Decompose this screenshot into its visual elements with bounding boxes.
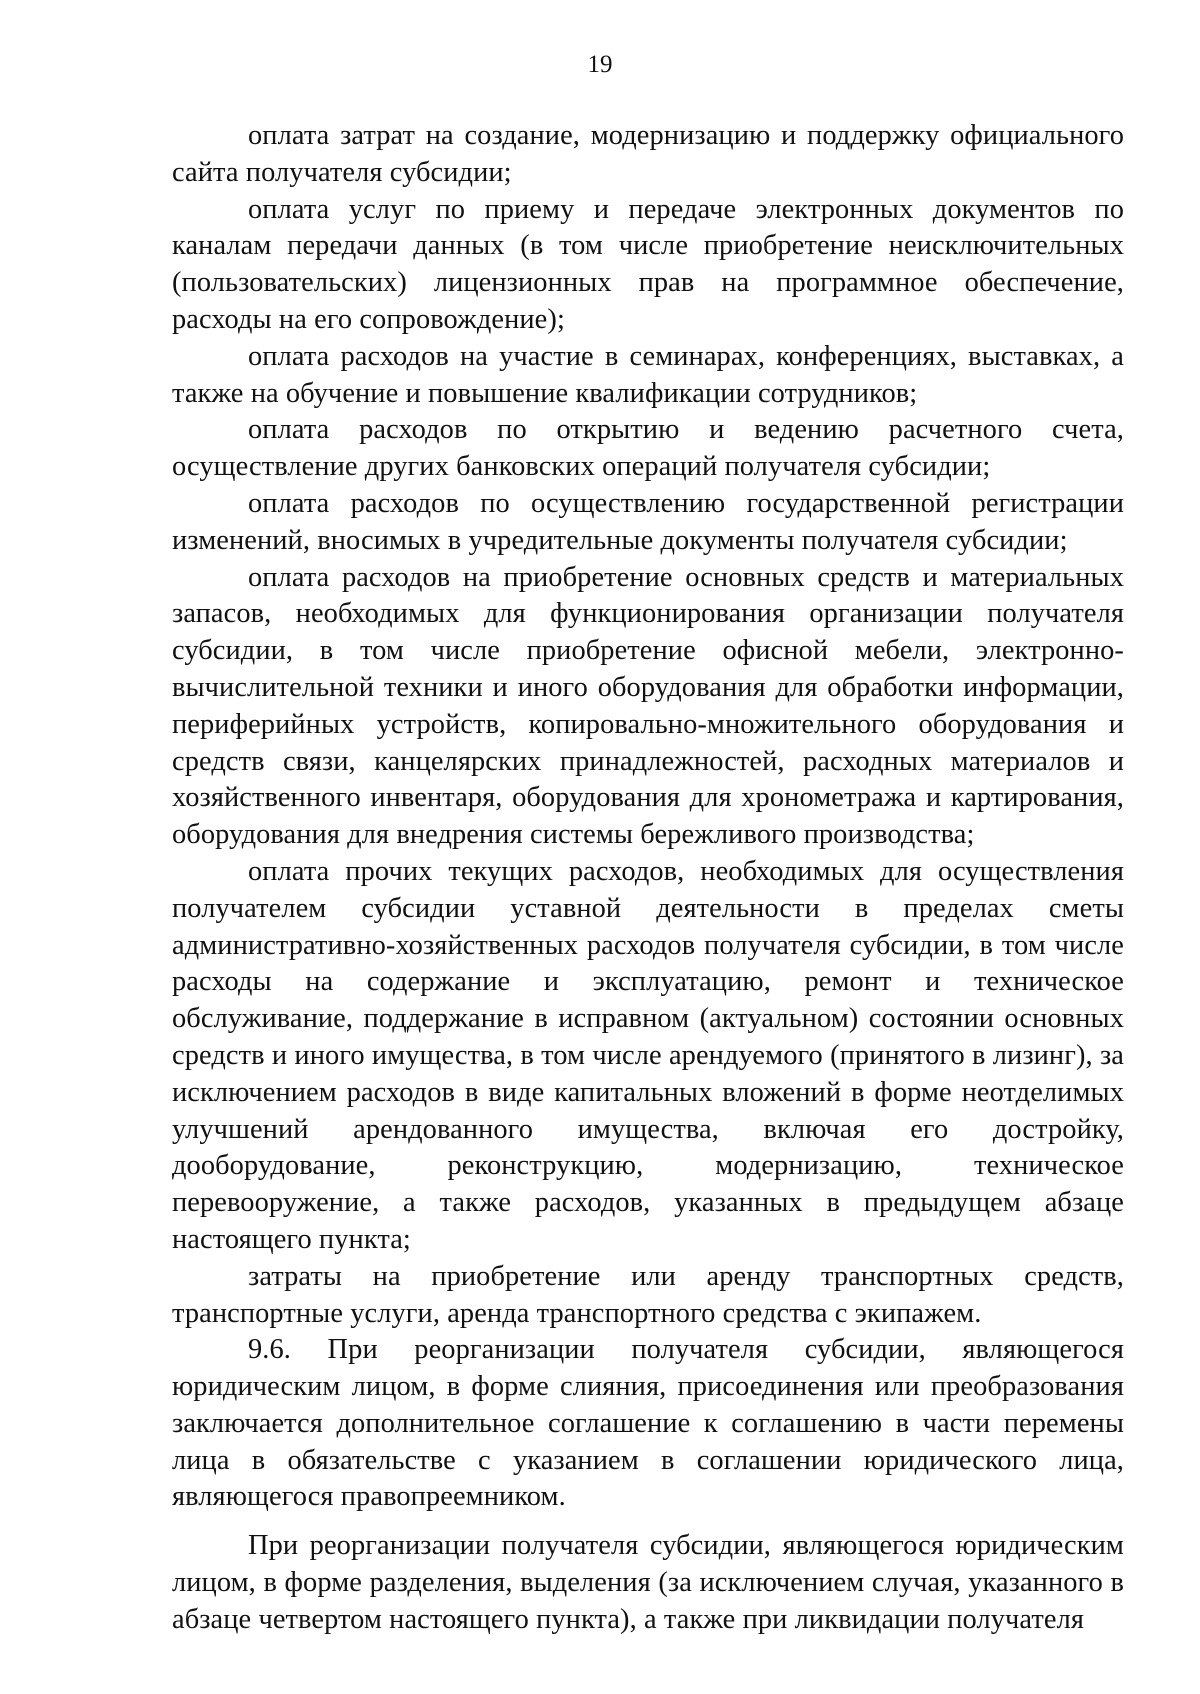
page-number: 19 — [587, 51, 613, 78]
paragraph-clause-9-6: 9.6. При реорганизации получателя субсидии, являющегося юридическим лицом, в форме слияния, присоединения или преобразования заключается дополнительное соглашение к соглашению в части перемены лица в обязательстве с указанием в соглашении юридического лица, являющегося правопреемником. — [172, 1334, 1124, 1513]
paragraph-transport: затраты на приобретение или аренду транспортных средств, транспортные услуги, аренда транспортного средства с экипажем. — [172, 1260, 1124, 1329]
paragraph-bank-account: оплата расходов по открытию и ведению расчетного счета, осуществление других банковских операций получателя субсидии; — [172, 414, 1124, 483]
paragraph-reorganization: При реорганизации получателя субсидии, являющегося юридическим лицом, в форме разделения, выделения (за исключением случая, указанного в абзаце четвертом настоящего пункта), а также при ликвидации получателя — [172, 1530, 1124, 1635]
paragraph-fixed-assets: оплата расходов на приобретение основных средств и материальных запасов, необходимых для функционирования организации получателя субсидии, в том числе приобретение офисной мебели, электронно-вычислительной техники и иного оборудования для обработки информации, периферийных устройств, копировально-множительного оборудования и средств связи, канцелярских принадлежностей, расходных материалов и хозяйственного инвентаря, оборудования для хронометража и картирования, оборудования для внедрения системы бережливого производства; — [172, 561, 1124, 851]
paragraph-seminars-training: оплата расходов на участие в семинарах, конференциях, выставках, а также на обучение и повышение квалификации сотрудников; — [172, 340, 1124, 409]
paragraph-current-expenses: оплата прочих текущих расходов, необходимых для осуществления получателем субсидии уставной деятельности в пределах сметы административно-хозяйственных расходов получателя субсидии, в том числе расходы на содержание и эксплуатацию, ремонт и техническое обслуживание, поддержание в исправном (актуальном) состоянии основных средств и иного имущества, в том числе арендуемого (принятого в лизинг), за исключением расходов в виде капитальных вложений в форме неотделимых улучшений арендованного имущества, включая его достройку, дооборудование, реконструкцию, модернизацию, техническое перевооружение, а также расходов, указанных в предыдущем абзаце настоящего пункта; — [172, 855, 1124, 1255]
paragraph-state-registration: оплата расходов по осуществлению государственной регистрации изменений, вносимых в учредительные документы получателя субсидии; — [172, 487, 1124, 556]
paragraph-official-website: оплата затрат на создание, модернизацию и поддержку официального сайта получателя субсидии; — [172, 120, 1124, 188]
document-body — [172, 118, 1124, 1639]
paragraph-electronic-documents: оплата услуг по приему и передаче электронных документов по каналам передачи данных (в том числе приобретение неисключительных (пользовательских) лицензионных прав на программное обеспечение, расходы на его сопровождение); — [172, 193, 1124, 335]
